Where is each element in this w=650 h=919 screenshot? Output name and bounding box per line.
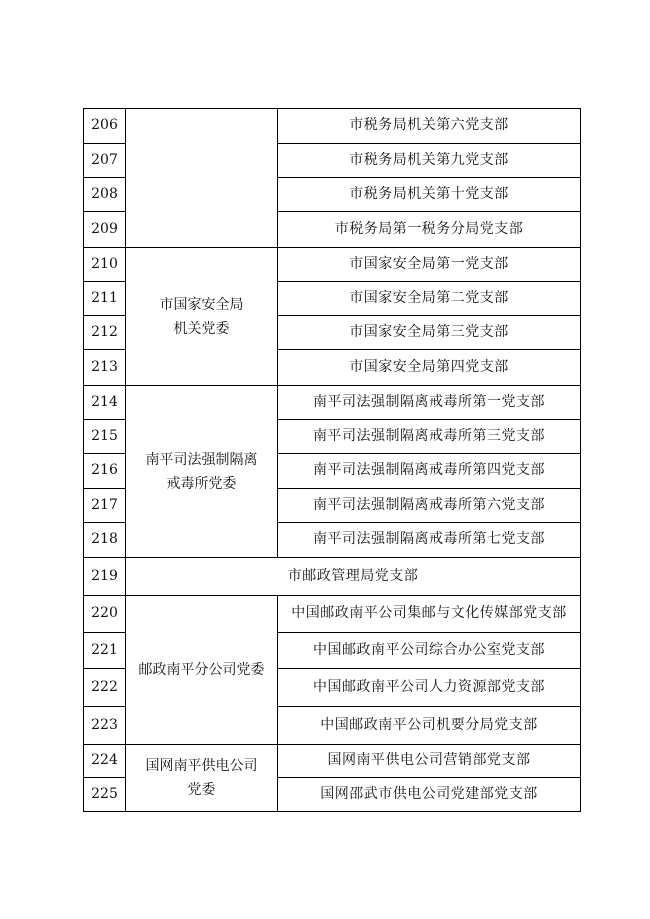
group-name-line-1: 南平司法强制隔离 [145,451,258,468]
row-number: 210 [84,248,126,282]
row-number: 225 [84,778,126,812]
group-name-line-2: 党委 [187,782,216,798]
branch-name: 中国邮政南平公司人力资源部党支部 [278,669,581,707]
group-name-line-2: 机关党委 [173,320,230,337]
row-number: 217 [84,489,126,523]
row-number: 207 [84,144,126,178]
table-row [84,386,581,420]
row-number: 221 [84,633,126,669]
branch-name: 市税务局第一税务分局党支部 [278,212,581,248]
table-row [84,109,581,144]
group-name-line-1: 邮政南平分公司党委 [138,662,265,678]
branch-name: 市税务局机关第六党支部 [278,109,581,144]
branch-name: 南平司法强制隔离戒毒所第六党支部 [278,489,581,523]
branch-name: 市税务局机关第九党支部 [278,144,581,178]
branch-name: 市邮政管理局党支部 [126,558,581,596]
row-number: 211 [84,282,126,316]
group-cell [126,386,278,558]
group-cell [126,745,278,812]
row-number: 212 [84,316,126,350]
row-number: 206 [84,109,126,144]
branch-name: 市国家安全局第二党支部 [278,282,581,316]
branch-name: 中国邮政南平公司机要分局党支部 [278,707,581,745]
branch-name: 市国家安全局第四党支部 [278,350,581,386]
row-number: 219 [84,558,126,596]
table-row [84,248,581,282]
row-number: 216 [84,454,126,489]
branch-name: 市税务局机关第十党支部 [278,178,581,212]
row-number: 209 [84,212,126,248]
branch-name: 国网南平供电公司营销部党支部 [278,745,581,778]
branch-name: 南平司法强制隔离戒毒所第四党支部 [278,454,581,489]
row-number: 218 [84,523,126,558]
branch-name: 南平司法强制隔离戒毒所第七党支部 [278,523,581,558]
group-cell [126,596,278,745]
party-branch-table [83,108,581,812]
group-name-line-1: 市国家安全局 [159,296,244,313]
branch-name: 市国家安全局第一党支部 [278,248,581,282]
row-number: 223 [84,707,126,745]
branch-name: 市国家安全局第三党支部 [278,316,581,350]
branch-name: 南平司法强制隔离戒毒所第一党支部 [278,386,581,420]
table-row [84,745,581,778]
row-number: 213 [84,350,126,386]
table-row [84,596,581,633]
branch-name: 中国邮政南平公司集邮与文化传媒部党支部 [278,596,581,633]
group-cell [126,248,278,386]
branch-name: 中国邮政南平公司综合办公室党支部 [278,633,581,669]
row-number: 214 [84,386,126,420]
branch-name: 南平司法强制隔离戒毒所第三党支部 [278,420,581,454]
row-number: 222 [84,669,126,707]
branch-name: 国网邵武市供电公司党建部党支部 [278,778,581,812]
group-cell [126,109,278,248]
row-number: 215 [84,420,126,454]
row-number: 220 [84,596,126,633]
row-number: 208 [84,178,126,212]
group-name-line-1: 国网南平供电公司 [145,758,258,774]
group-name-line-2: 戒毒所党委 [166,475,237,492]
table-row [84,558,581,596]
row-number: 224 [84,745,126,778]
